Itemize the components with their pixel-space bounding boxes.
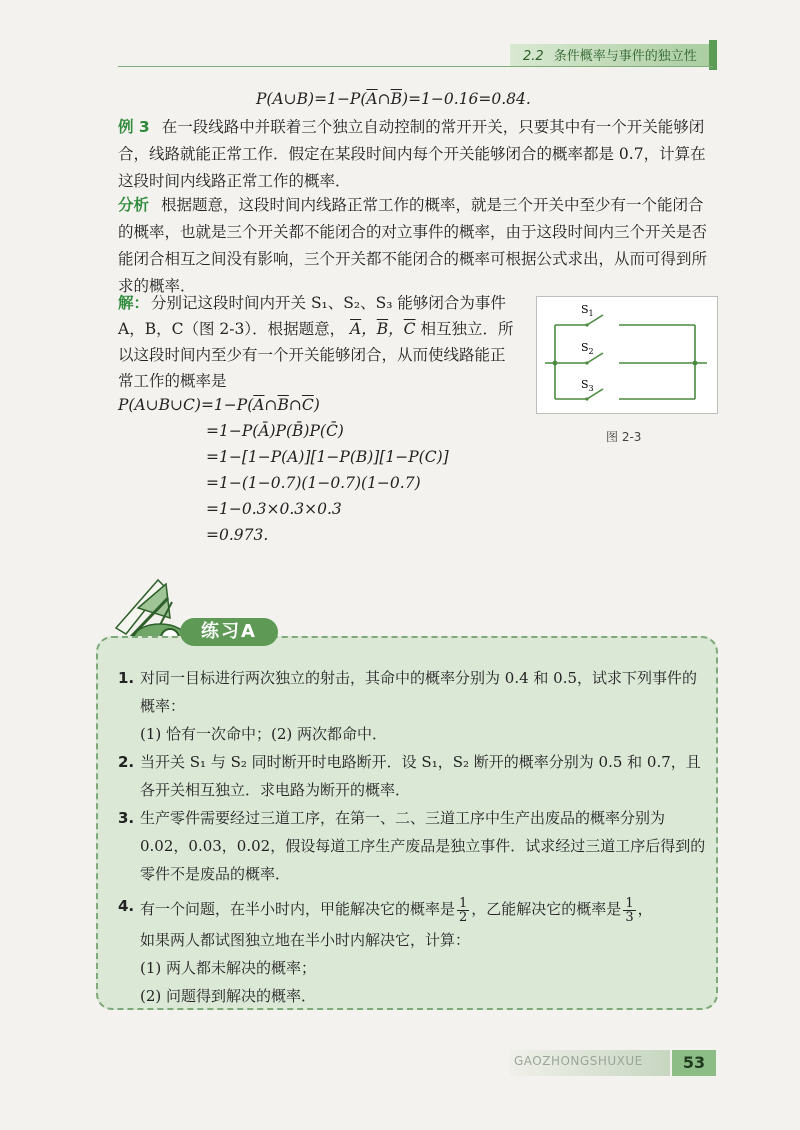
solution-steps	[118, 392, 449, 548]
solution-label: 解：	[118, 294, 150, 312]
analysis-text: 根据题意，这段时间内线路正常工作的概率，就是三个开关中至少有一个能闭合的概率，也就是三个开关都不能闭合的对立事件的概率，由于这段时间内三个开关是否能闭合相互之间没有影响，三个开关都不能闭合的概率可根据公式求出，从而可得到所求的概率．	[118, 196, 708, 295]
circuit-figure	[536, 296, 718, 414]
exercise-item-3: 3. 生产零件需要经过三道工序，在第一、二、三道工序中生产出废品的概率分别为 0.02，0.03，0.02，假设每道工序生产废品是独立事件．试求经过三道工序后得到的零件不是废品的概率．	[118, 809, 706, 883]
analysis	[118, 192, 718, 300]
exercise-item-2: 2. 当开关 S₁ 与 S₂ 同时断开时电路断开．设 S₁，S₂ 断开的概率分别为 0.5 和 0.7，且各开关相互独立．求电路为断开的概率．	[118, 753, 701, 799]
analysis-label: 分析	[118, 196, 150, 214]
series-name: GAOZHONGSHUXUE	[514, 1054, 643, 1068]
exercise-item-4: 4. 有一个问题，在半小时内，甲能解决它的概率是 $\frac{1}{2}$ ，乙能解决它的概率是 $\frac{1}{3}$ ， 如果两人都试图独立地在半小时内解决它，计算： (1) 两人都未解决的概率； (2) 问题得到解决的概率．	[118, 895, 653, 1005]
exercise-list	[118, 664, 708, 1010]
example-label: 例 3	[118, 118, 150, 136]
step-3: =1−(1−0.7)(1−0.7)(1−0.7)	[206, 474, 421, 492]
top-formula: $P(A\cup B)=1-P(\overline{A}\cap\overline{B})=1-0.16=0.84$.	[256, 90, 531, 108]
exercise-title: 练习A	[180, 618, 278, 646]
switch-label-2: $S_2$	[581, 341, 594, 356]
header-rule	[118, 66, 713, 67]
step-2: =1−[1−P(A)][1−P(B)][1−P(C)]	[206, 448, 449, 466]
switch-label-3: $S_3$	[581, 378, 594, 393]
fraction-one-half: $\frac{1}{2}$	[459, 895, 468, 925]
solution-paragraph: 解： 分别记这段时间内开关 S₁、S₂、S₃ 能够闭合为事件 A，B，C（图 2-3）．根据题意， $\overline{A}$，$\overline{B}$，$\overline{C}$ 相互独立．所以这段时间内至少有一个开关能够闭合，从而使线路能正常工作的概率是	[118, 294, 514, 390]
example-3	[118, 114, 718, 195]
step-4: =1−0.3×0.3×0.3	[206, 500, 342, 518]
figure-caption: 图 2-3	[606, 430, 642, 444]
fraction-one-third: $\frac{1}{3}$	[625, 895, 634, 925]
section-title: 条件概率与事件的独立性	[553, 49, 697, 64]
section-number: 2.2	[523, 49, 544, 64]
step-5: =0.973.	[206, 526, 269, 544]
example-text: 在一段线路中并联着三个独立自动控制的常开开关，只要其中有一个开关能够闭合，线路就能正常工作．假定在某段时间内每个开关能够闭合的概率都是 0.7，计算在这段时间内线路正常工作的概率．	[118, 118, 706, 190]
exercise-item-1: 1. 对同一目标进行两次独立的射击，其命中的概率分别为 0.4 和 0.5，试求下列事件的概率： (1) 恰有一次命中；(2) 两次都命中．	[118, 669, 698, 743]
step-1: =1−P(Ā)P(B̄)P(C̄)	[206, 422, 344, 440]
circuit-diagram	[537, 297, 717, 413]
switch-label-1: $S_1$	[581, 303, 594, 318]
section-header	[523, 45, 697, 64]
page-number: 53	[672, 1050, 716, 1076]
step-0: $P(A\cup B\cup C)=1-P(\overline{A}\cap\overline{B}\cap\overline{C})$	[118, 396, 320, 414]
